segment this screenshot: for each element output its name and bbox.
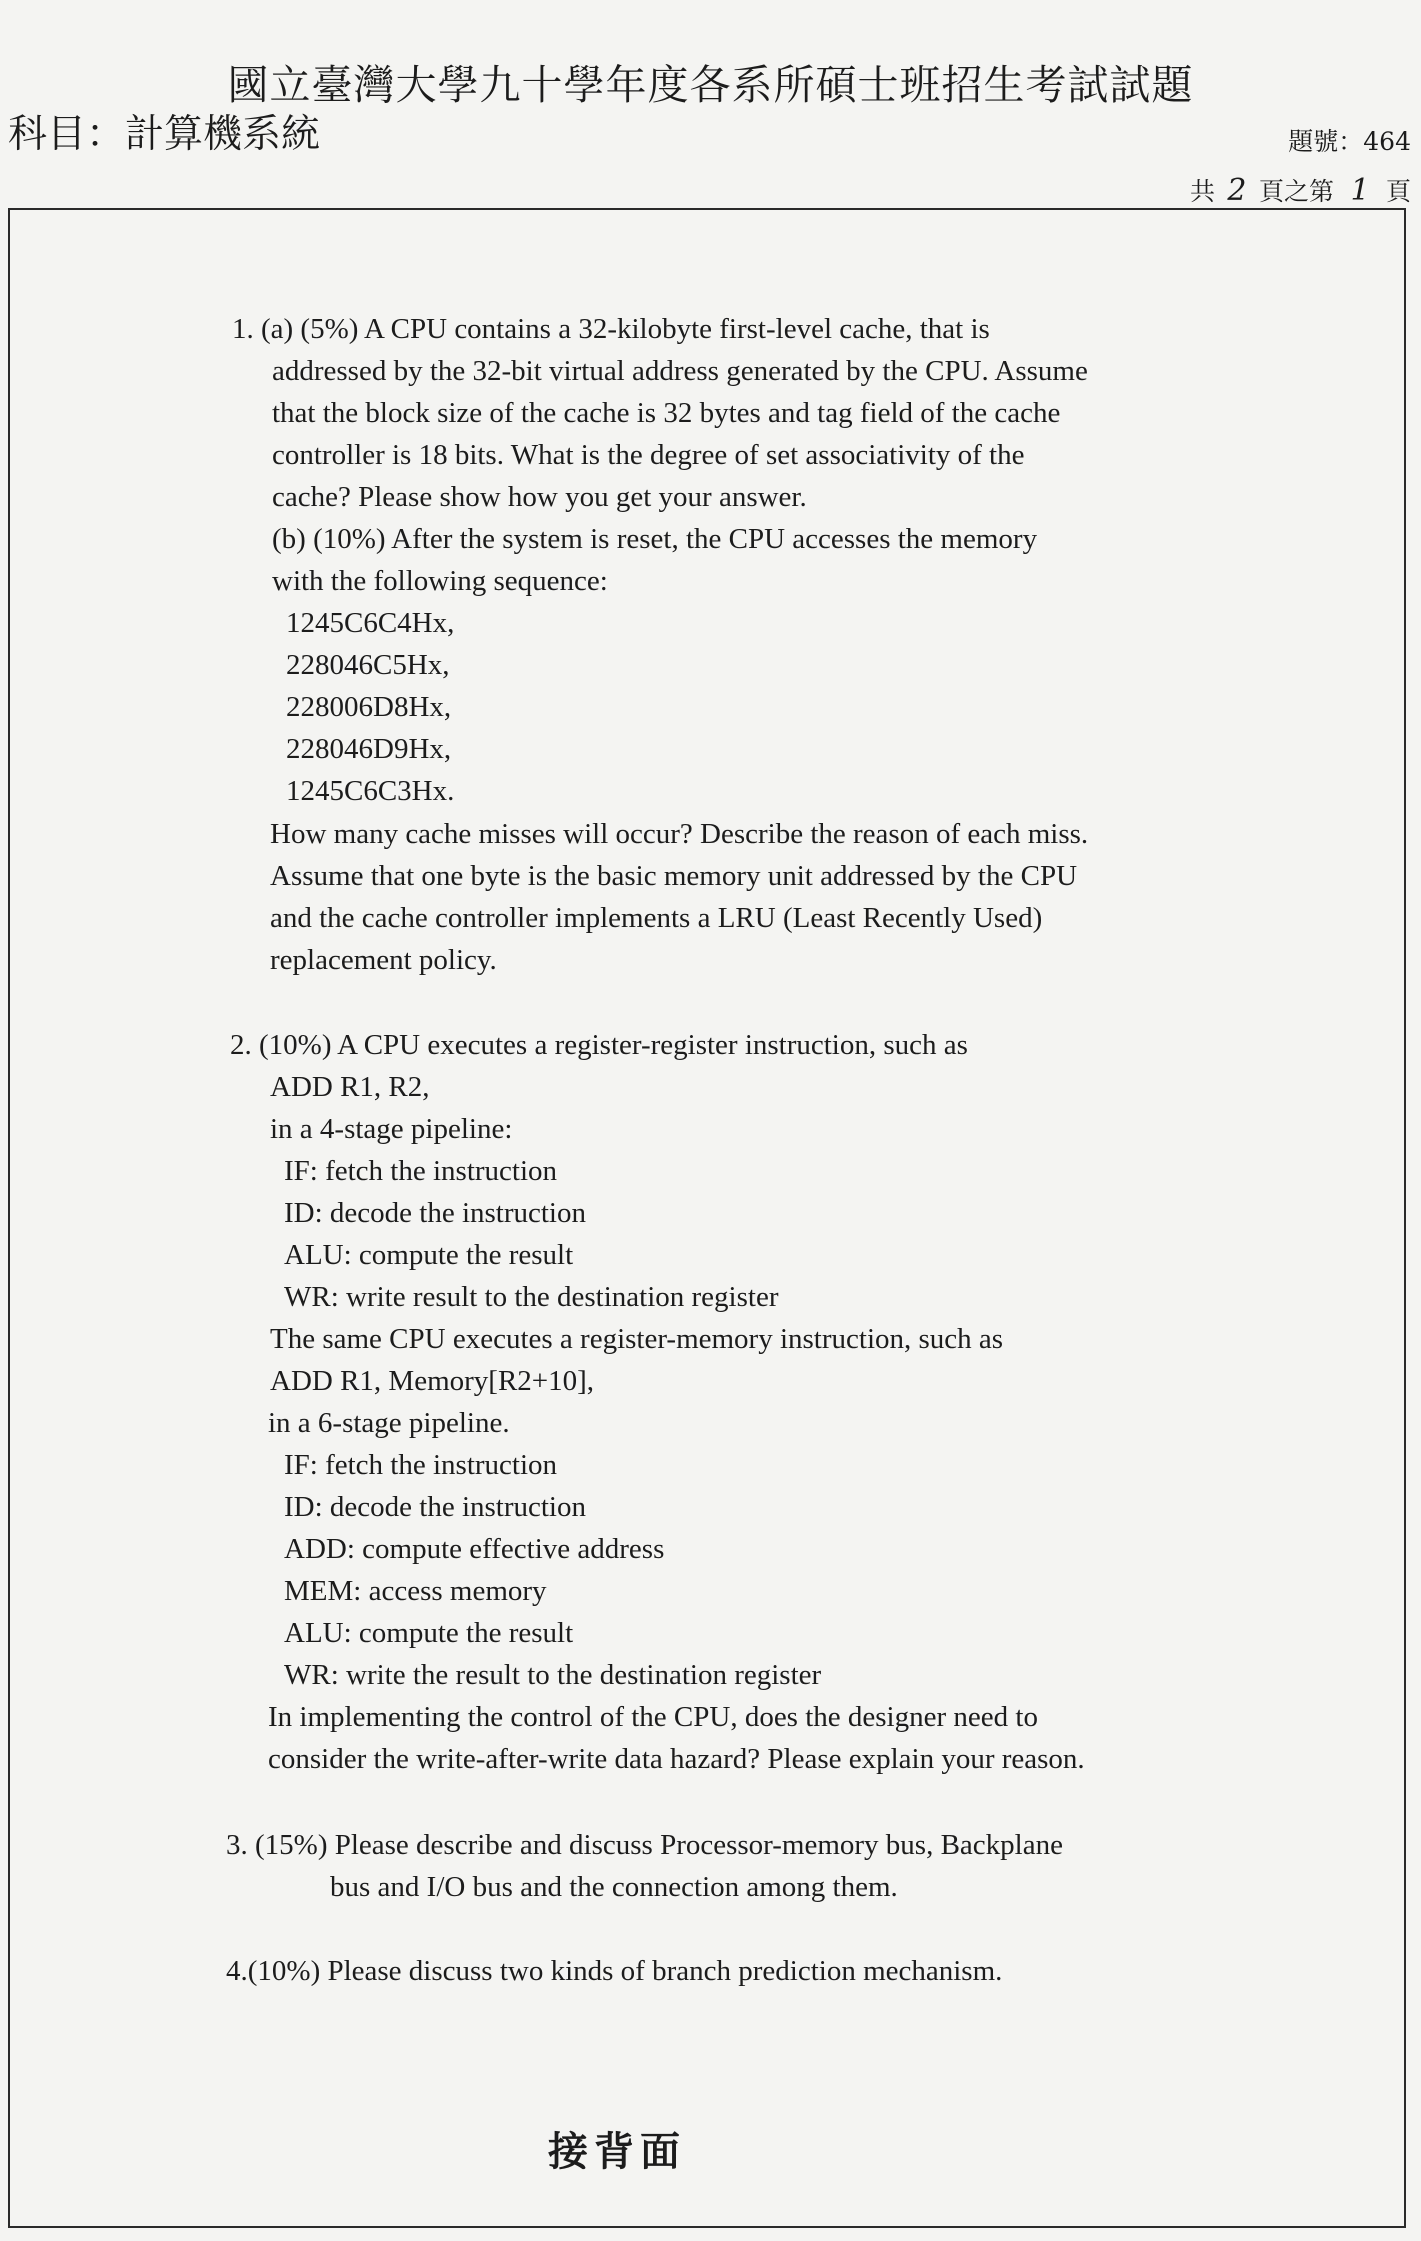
text-line: Assume that one byte is the basic memory unit addressed by the CPU <box>270 860 1078 892</box>
text-line: (b) (10%) After the system is reset, the CPU accesses the memory <box>272 523 1038 555</box>
text-line: 1245C6C4Hx, <box>286 607 455 639</box>
text-line: How many cache misses will occur? Describe the reason of each miss. <box>270 818 1089 850</box>
text-line: addressed by the 32-bit virtual address generated by the CPU. Assume <box>272 355 1088 387</box>
text-line: ADD R1, R2, <box>270 1071 430 1103</box>
exam-title: 國立臺灣大學九十學年度各系所碩士班招生考試試題 <box>227 61 1194 109</box>
text-line: IF: fetch the instruction <box>284 1449 558 1481</box>
text-line: 228006D8Hx, <box>286 691 452 723</box>
text-line: consider the write-after-write data hazard? Please explain your reason. <box>268 1743 1085 1775</box>
text-line: 228046C5Hx, <box>286 649 450 681</box>
text-line: in a 6-stage pipeline. <box>268 1407 510 1439</box>
text-line: IF: fetch the instruction <box>284 1155 558 1187</box>
text-line: The same CPU executes a register-memory instruction, such as <box>270 1323 1004 1355</box>
text-line: ADD R1, Memory[R2+10], <box>270 1365 595 1397</box>
text-line: that the block size of the cache is 32 bytes and tag field of the cache <box>272 397 1061 429</box>
text-line: ADD: compute effective address <box>284 1533 665 1565</box>
text-line: ID: decode the instruction <box>284 1197 586 1229</box>
text-line: controller is 18 bits. What is the degree of set associativity of the <box>272 439 1025 471</box>
text-line: ALU: compute the result <box>284 1617 574 1649</box>
page-suffix: 頁 <box>1385 177 1411 206</box>
text-line: WR: write the result to the destination register <box>284 1659 822 1691</box>
text-line: ALU: compute the result <box>284 1239 574 1271</box>
text-line: 1245C6C3Hx. <box>286 775 455 807</box>
text-line: in a 4-stage pipeline: <box>270 1113 513 1145</box>
page-current: 1 <box>1350 173 1370 208</box>
text-line: ID: decode the instruction <box>284 1491 586 1523</box>
text-line: MEM: access memory <box>284 1575 547 1607</box>
text-line: 228046D9Hx, <box>286 733 452 765</box>
page-count <box>1190 172 1411 208</box>
text-line: replacement policy. <box>270 944 497 976</box>
text-line: 1. (a) (5%) A CPU contains a 32-kilobyte first-level cache, that is <box>232 313 990 345</box>
question-number: 題號：464 <box>1288 127 1411 156</box>
subject-label: 科目：計算機系統 <box>8 112 321 157</box>
text-line: and the cache controller implements a LRU (Least Recently Used) <box>270 902 1043 934</box>
text-line: 2. (10%) A CPU executes a register-register instruction, such as <box>230 1029 968 1061</box>
text-line: In implementing the control of the CPU, does the designer need to <box>268 1701 1038 1733</box>
page-total: 2 <box>1227 173 1247 208</box>
text-line: WR: write result to the destination register <box>284 1281 779 1313</box>
page-middle: 頁之第 <box>1258 177 1334 206</box>
text-line: 4.(10%) Please discuss two kinds of branch prediction mechanism. <box>226 1955 1003 1987</box>
text-line: 3. (15%) Please describe and discuss Processor-memory bus, Backplane <box>226 1829 1063 1861</box>
text-line: with the following sequence: <box>272 565 608 597</box>
page-prefix: 共 <box>1189 177 1215 206</box>
text-line: cache? Please show how you get your answer. <box>272 481 807 513</box>
text-line: bus and I/O bus and the connection among them. <box>330 1871 898 1903</box>
continue-on-back-note: 接背面 <box>548 2128 686 2175</box>
